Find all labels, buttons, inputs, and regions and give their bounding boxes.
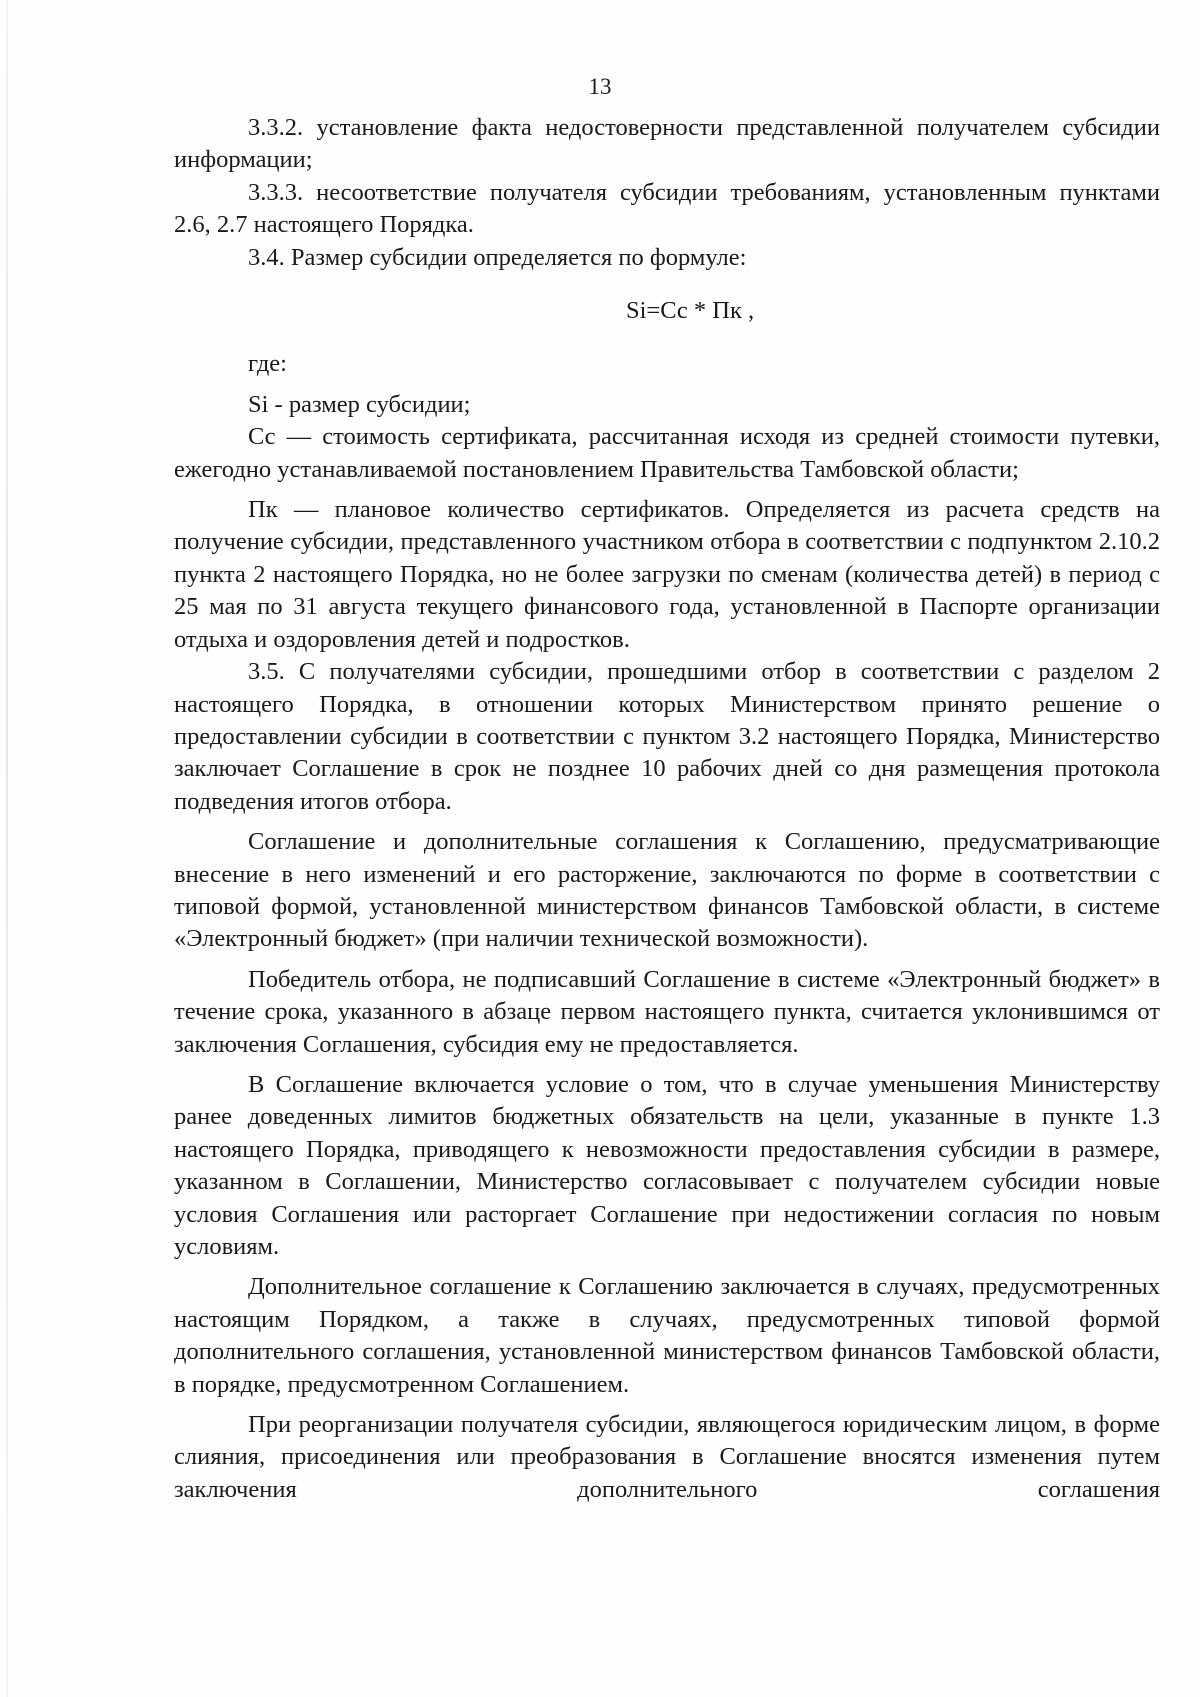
definition-si: Si - размер субсидии;	[248, 390, 471, 418]
paragraph-agreement-form: Соглашение и дополнительные соглашения к Соглашению, предусматривающие внесение в него изменений и его расторжение, заключаются по форме в соответствии с типовой формой, установленной министерством финансов Тамбовской области, в системе «Электронный бюджет» (при наличии технической возможности).	[174, 828, 1160, 953]
paragraph-limits-reduction: В Соглашение включается условие о том, что в случае уменьшения Министерству ранее доведенных лимитов бюджетных обязательств на цели, указанные в пункте 1.3 настоящего Порядка, приводящего к невозможности предоставления субсидии в размере, указанном в Соглашении, Министерство согласовывает с получателем субсидии новые условия Соглашения или расторгает Соглашение при недостижении согласия по новым условиям.	[174, 1070, 1160, 1260]
scan-edge-shadow	[6, 0, 8, 1697]
page-number: 13	[588, 74, 612, 99]
paragraph-where: где:	[248, 350, 287, 378]
definition-cc: Сс — стоимость сертификата, рассчитанная исходя из средней стоимости путевки, ежегодно устанавливаемой постановлением Правительства Тамбовской области;	[174, 423, 1160, 483]
paragraph-3-5: 3.5. С получателями субсидии, прошедшими отбор в соответствии с разделом 2 настоящего Порядка, в отношении которых Министерством принято решение о предоставлении субсидии в соответствии с пунктом 3.2 настоящего Порядка, Министерство заключает Соглашение в срок не позднее 10 рабочих дней со дня размещения протокола подведения итогов отбора.	[174, 658, 1160, 815]
definition-pk: Пк — плановое количество сертификатов. Определяется из расчета средств на получение субсидии, представленного участником отбора в соответствии с подпунктом 2.10.2 пункта 2 настоящего Порядка, но не более загрузки по сменам (количества детей) в период с 25 мая по 31 августа текущего финансового года, установленной в Паспорте организации отдыха и оздоровления детей и подростков.	[174, 496, 1160, 653]
document-body	[174, 112, 1160, 1506]
paragraph-winner: Победитель отбора, не подписавший Соглашение в системе «Электронный бюджет» в течение срока, указанного в абзаце первом настоящего пункта, считается уклонившимся от заключения Соглашения, субсидия ему не предоставляется.	[174, 965, 1160, 1058]
formula: Si=Сс * Пк ,	[626, 297, 755, 325]
paragraph-3-3-2: 3.3.2. установление факта недостоверности представленной получателем субсидии информации;	[174, 114, 1160, 174]
paragraph-3-3-3: 3.3.3. несоответствие получателя субсидии требованиям, установленным пунктами 2.6, 2.7 настоящего Порядка.	[174, 178, 1160, 239]
paragraph-reorganization: При реорганизации получателя субсидии, являющегося юридическим лицом, в форме слияния, присоединения или преобразования в Соглашение вносятся изменения путем заключения дополнительного соглашения	[174, 1411, 1160, 1503]
paragraph-3-4: 3.4. Размер субсидии определяется по формуле:	[248, 243, 747, 271]
paragraph-additional-agreement: Дополнительное соглашение к Соглашению заключается в случаях, предусмотренных настоящим Порядком, а также в случаях, предусмотренных типовой формой дополнительного соглашения, установленной министерством финансов Тамбовской области, в порядке, предусмотренном Соглашением.	[174, 1273, 1160, 1398]
